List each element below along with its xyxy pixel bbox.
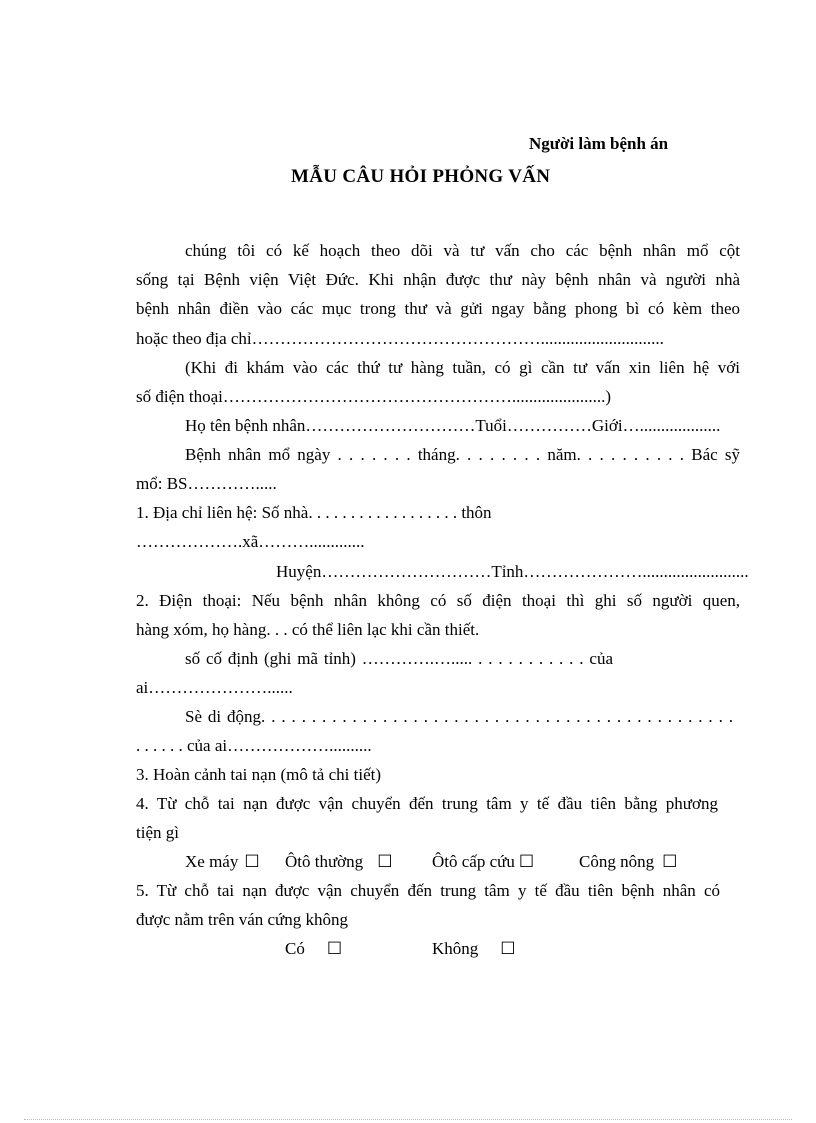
phone-question: 2. Điện thoại: Nếu bệnh nhân không có số điện thoại thì ghi số người quen, (136, 591, 740, 610)
option-ambulance[interactable] (432, 851, 534, 873)
intro-line: bệnh nhân điền vào các mục trong thư và gửi ngay bằng phong bì có kèm theo (136, 299, 740, 318)
option-car[interactable] (285, 851, 392, 873)
checkbox-icon[interactable]: ☐ (662, 852, 678, 871)
transport-question: 4. Từ chỗ tai nạn được vận chuyển đến trung tâm y tế đầu tiên bằng phương (136, 794, 718, 813)
accident-question: 3. Hoàn cảnh tai nạn (mô tả chi tiết) (136, 765, 381, 784)
option-motorbike[interactable] (185, 851, 260, 873)
option-label: Ôtô cấp cứu (432, 852, 515, 871)
option-tractor[interactable] (579, 851, 677, 873)
landline-field: số cố định (ghi mã tỉnh) ………….…..... . . . . . . . . . . . của (185, 649, 613, 668)
address-line: 1. Địa chỉ liên hệ: Số nhà. . . . . . . . . . . . . . . . . . thôn (136, 503, 492, 522)
checkbox-icon[interactable]: ☐ (377, 852, 393, 871)
intro-note: (Khi đi khám vào các thứ tư hàng tuần, có gì cần tư vấn xin liên hệ với (185, 358, 740, 377)
address-line: ……………….xã………............. (136, 532, 365, 551)
checkbox-icon[interactable]: ☐ (326, 939, 343, 958)
mobile-owner-field: . . . . . . của ai……………….......... (136, 736, 372, 755)
page-bottom-rule (24, 1119, 792, 1120)
checkbox-icon[interactable]: ☐ (518, 852, 535, 871)
option-yes[interactable] (285, 938, 342, 960)
option-label: Ôtô thường (285, 852, 364, 871)
checkbox-icon[interactable]: ☐ (500, 939, 516, 958)
intro-line: sống tại Bệnh viện Việt Đức. Khi nhận được thư này bệnh nhân và người nhà (136, 270, 740, 289)
intro-address-field: hoặc theo địa chỉ……………………………………………............................. (136, 329, 664, 348)
page-title: MẪU CÂU HỎI PHỎNG VẤN (291, 166, 551, 187)
transport-question: tiện gì (136, 823, 179, 842)
surgeon-field: mổ: BS…………..... (136, 474, 277, 493)
option-no[interactable] (432, 938, 516, 960)
stretcher-question: được nằm trên ván cứng không (136, 910, 349, 929)
intro-phone-field: số điện thoại……………………………………………......................) (136, 387, 612, 406)
stretcher-question: 5. Từ chỗ tai nạn được vận chuyển đến trung tâm y tế đầu tiên bệnh nhân có (136, 881, 720, 900)
surgery-date-field: Bệnh nhân mổ ngày . . . . . . . tháng. . . . . . . . năm. . . . . . . . . . Bác sỹ (185, 445, 740, 464)
mobile-field: Sè di động. . . . . . . . . . . . . . . . . . . . . . . . . . . . . . . . . . . . . . . . . . . . . . . (185, 707, 733, 726)
option-label: Không (432, 939, 479, 958)
landline-owner-field: ai…………………...... (136, 678, 293, 697)
patient-name-field: Họ tên bệnh nhân…………………………Tuổi……………Giới…................... (185, 416, 721, 435)
author-label: Người làm bệnh án (529, 134, 669, 153)
phone-question: hàng xóm, họ hàng. . . có thể liên lạc khi cần thiết. (136, 620, 480, 639)
option-label: Công nông (579, 852, 655, 871)
intro-line: chúng tôi có kế hoạch theo dõi và tư vấn cho các bệnh nhân mổ cột (185, 241, 740, 260)
option-label: Xe máy (185, 852, 239, 871)
address-district-province: Huyện…………………………Tỉnh…………………......................... (276, 562, 749, 581)
option-label: Có (285, 939, 305, 958)
checkbox-icon[interactable]: ☐ (244, 852, 260, 871)
